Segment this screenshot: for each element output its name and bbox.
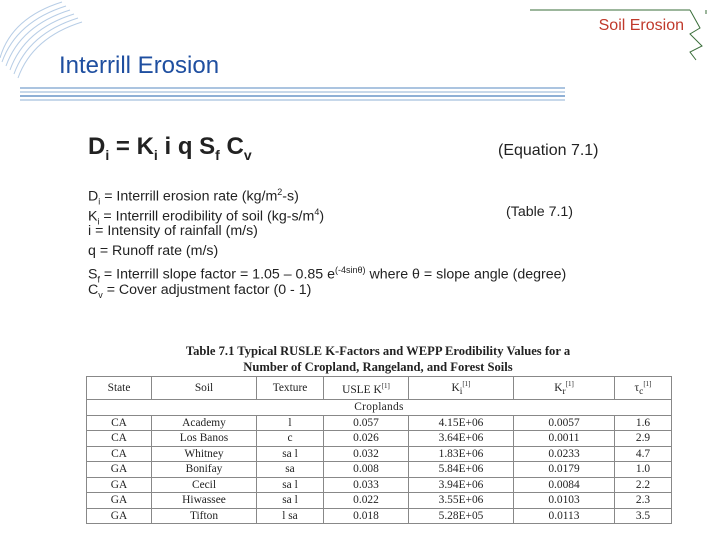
cell-state: GA <box>87 493 152 509</box>
cell-tau-c: 4.7 <box>615 446 672 462</box>
cell-tau-c: 3.5 <box>615 508 672 524</box>
cell-usle-k: 0.057 <box>324 415 409 431</box>
slide-title: Interrill Erosion <box>59 52 220 79</box>
cell-state: CA <box>87 446 152 462</box>
cell-state: GA <box>87 462 152 478</box>
cell-usle-k: 0.033 <box>324 477 409 493</box>
cell-soil: Tifton <box>152 508 257 524</box>
header-texture: Texture <box>257 377 324 400</box>
cell-tau-c: 1.6 <box>615 415 672 431</box>
table-row <box>87 462 672 478</box>
section-label: Soil Erosion <box>598 17 684 34</box>
header-soil: Soil <box>152 377 257 400</box>
cell-kr: 0.0233 <box>514 446 615 462</box>
cell-usle-k: 0.018 <box>324 508 409 524</box>
table-row <box>87 446 672 462</box>
cell-tau-c: 2.3 <box>615 493 672 509</box>
definition-ki: $K_i$ = Interrill erodibility of soil $(kg-s/m^4)$ (Table 7.1) <box>88 203 574 227</box>
cell-tau-c: 2.2 <box>615 477 672 493</box>
table-group-row <box>87 400 672 416</box>
table-header-row <box>87 377 672 400</box>
header-ki: $K_i[1]$ <box>409 377 514 400</box>
table-caption-line-2: Number of Cropland, Rangeland, and Forest Soils <box>243 360 513 374</box>
cell-ki: 5.28E+05 <box>409 508 514 524</box>
table-row <box>87 415 672 431</box>
cell-soil: Academy <box>152 415 257 431</box>
cell-state: CA <box>87 415 152 431</box>
cell-usle-k: 0.022 <box>324 493 409 509</box>
header-state: State <box>87 377 152 400</box>
header-usle-k: USLE K[1] <box>324 377 409 400</box>
cell-ki: 1.83E+06 <box>409 446 514 462</box>
cell-tau-c: 2.9 <box>615 431 672 447</box>
equation-reference: (Equation 7.1) <box>498 142 599 159</box>
cell-kr: 0.0103 <box>514 493 615 509</box>
cell-soil: Cecil <box>152 477 257 493</box>
group-label: Croplands <box>87 400 672 416</box>
cell-soil: Bonifay <box>152 462 257 478</box>
cell-texture: sa l <box>257 477 324 493</box>
table-caption-line-1: Table 7.1 Typical RUSLE K-Factors and WEPP Erodibility Values for a <box>185 344 571 358</box>
table-row <box>87 477 672 493</box>
cell-usle-k: 0.032 <box>324 446 409 462</box>
header-tau-c: $\tau_c[1]$ <box>615 377 672 400</box>
cell-kr: 0.0011 <box>514 431 615 447</box>
cell-state: GA <box>87 477 152 493</box>
title-underline <box>20 88 565 100</box>
cell-texture: sa l <box>257 446 324 462</box>
definition-sf: $S_f$ = Interrill slope factor = 1.05 – 0.85 $e^{(-4sin\theta)}$ where θ = slope angle (degree) <box>88 265 567 285</box>
definition-cv: $C_v$ = Cover adjustment factor (0 - 1) <box>88 281 312 300</box>
header-kr: $K_r[1]$ <box>514 377 615 400</box>
definition-q: q = Runoff rate (m/s) <box>88 242 219 259</box>
cell-soil: Los Banos <box>152 431 257 447</box>
variable-definitions <box>88 183 708 301</box>
cell-ki: 4.15E+06 <box>409 415 514 431</box>
cell-texture: c <box>257 431 324 447</box>
cell-texture: l <box>257 415 324 431</box>
cell-soil: Hiwassee <box>152 493 257 509</box>
table-caption <box>163 343 593 375</box>
table-row <box>87 508 672 524</box>
cell-state: CA <box>87 431 152 447</box>
cell-texture: l sa <box>257 508 324 524</box>
cell-ki: 3.94E+06 <box>409 477 514 493</box>
table-reference: (Table 7.1) <box>506 203 574 220</box>
definition-i: i = Intensity of rainfall (m/s) <box>88 223 258 240</box>
definition-di: $D_i$ = Interrill erosion rate $(kg/m^2-s)$ <box>88 187 299 207</box>
cell-kr: 0.0084 <box>514 477 615 493</box>
erodibility-table <box>86 376 672 524</box>
cell-tau-c: 1.0 <box>615 462 672 478</box>
equation-7-1: $D_i = K_i$ i q $S_f$ $C_v$ <box>88 133 252 163</box>
cell-usle-k: 0.008 <box>324 462 409 478</box>
cell-usle-k: 0.026 <box>324 431 409 447</box>
cell-kr: 0.0113 <box>514 508 615 524</box>
cell-kr: 0.0179 <box>514 462 615 478</box>
cell-texture: sa l <box>257 493 324 509</box>
table-row <box>87 493 672 509</box>
cell-texture: sa <box>257 462 324 478</box>
cell-ki: 5.84E+06 <box>409 462 514 478</box>
table-row <box>87 431 672 447</box>
cell-soil: Whitney <box>152 446 257 462</box>
cell-state: GA <box>87 508 152 524</box>
cell-ki: 3.64E+06 <box>409 431 514 447</box>
cell-kr: 0.0057 <box>514 415 615 431</box>
cell-ki: 3.55E+06 <box>409 493 514 509</box>
